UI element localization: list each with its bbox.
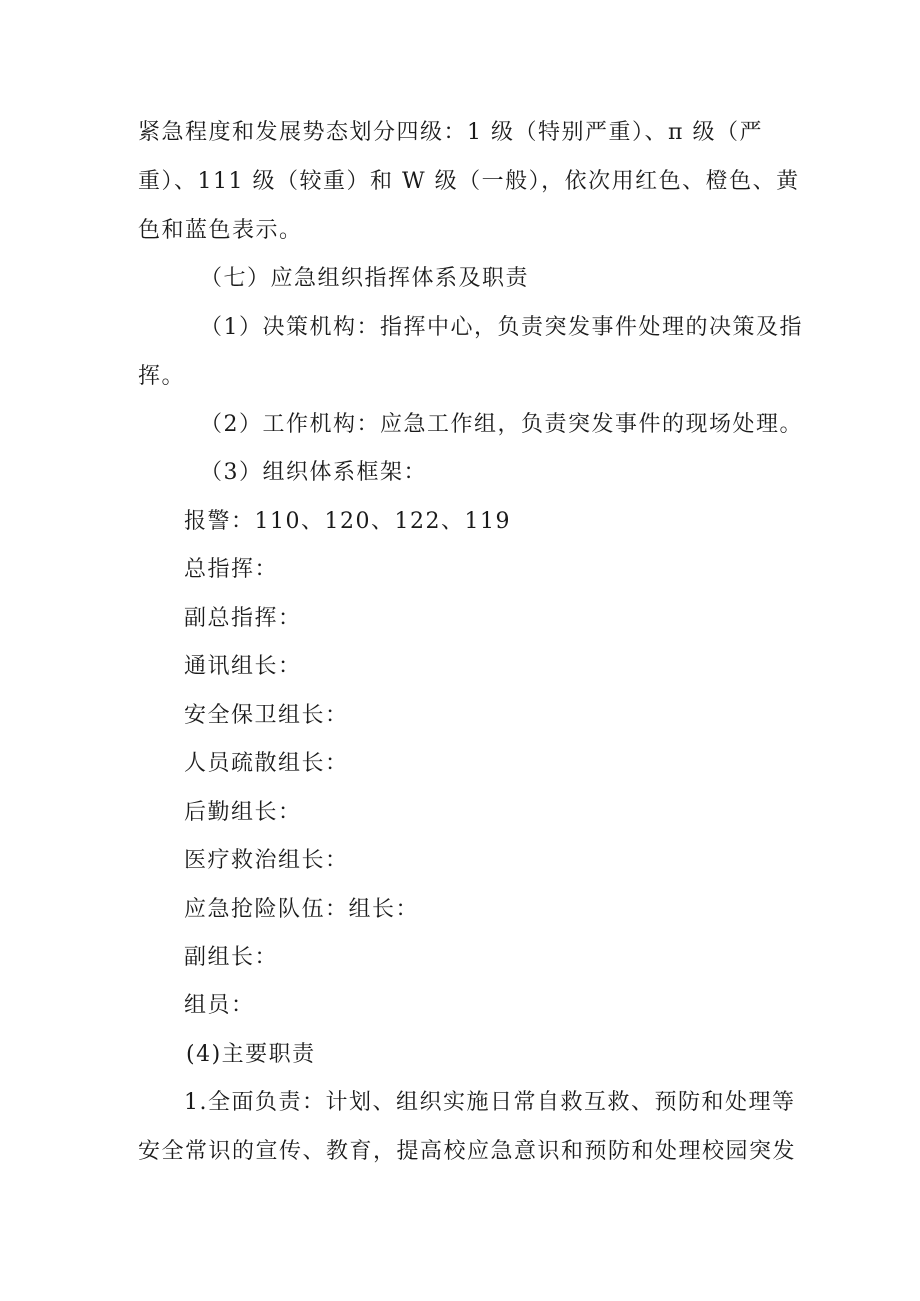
alarm-numbers: 报警：110、120、122、119 bbox=[184, 509, 511, 534]
role-logistics-leader: 后勤组长： bbox=[184, 800, 302, 825]
role-commander: 总指挥： bbox=[184, 557, 279, 582]
paragraph-grading-line-3: 色和蓝色表示。 bbox=[138, 218, 303, 243]
paragraph-grading-line-2: 重）、111 级（较重）和 W 级（一般），依次用红色、橙色、黄 bbox=[138, 169, 800, 194]
paragraph-grading-line-1: 紧急程度和发展势态划分四级：1 级（特别严重）、π 级（严 bbox=[138, 120, 763, 145]
role-communication-leader: 通讯组长： bbox=[184, 654, 302, 679]
section-heading-7: （七）应急组织指挥体系及职责 bbox=[200, 266, 530, 291]
role-deputy-leader: 副组长： bbox=[184, 945, 279, 970]
paragraph-responsibility-line-1: 1.全面负责：计划、组织实施日常自救互救、预防和处理等 bbox=[184, 1090, 796, 1115]
section-heading-4: (4)主要职责 bbox=[186, 1042, 316, 1067]
paragraph-working-body: （2）工作机构：应急工作组，负责突发事件的现场处理。 bbox=[200, 412, 803, 437]
role-deputy-commander: 副总指挥： bbox=[184, 606, 302, 631]
role-members: 组员： bbox=[184, 993, 255, 1018]
paragraph-responsibility-line-2: 安全常识的宣传、教育，提高校应急意识和预防和处理校园突发 bbox=[138, 1139, 797, 1164]
role-security-leader: 安全保卫组长： bbox=[184, 703, 349, 728]
role-medical-leader: 医疗救治组长： bbox=[184, 848, 349, 873]
paragraph-framework: （3）组织体系框架： bbox=[200, 460, 427, 485]
role-rescue-team-leader: 应急抢险队伍：组长： bbox=[184, 897, 420, 922]
paragraph-decision-line-2: 挥。 bbox=[138, 364, 186, 389]
role-evacuation-leader: 人员疏散组长： bbox=[184, 751, 349, 776]
paragraph-decision-line-1: （1）决策机构：指挥中心，负责突发事件处理的决策及指 bbox=[200, 315, 803, 340]
